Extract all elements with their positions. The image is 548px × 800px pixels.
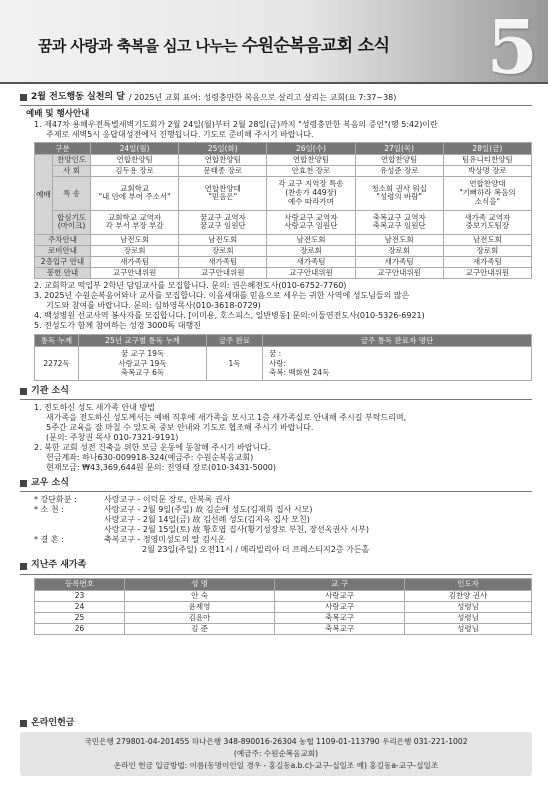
reading-week: 1독 bbox=[207, 346, 263, 380]
schedule-cell: 교회학교 교역자 각 부서 부장 부감 bbox=[91, 210, 179, 234]
schedule-cell: 사랑교구 교역자 사랑교구 임원단 bbox=[267, 210, 355, 234]
parish-line: 축복교구 6독 bbox=[120, 368, 165, 378]
church-news-title: 수원순복음교회 소식 bbox=[241, 36, 390, 56]
names-line: 축복: 백화현 24독 bbox=[269, 368, 330, 378]
member-news-key: * 소 천 : bbox=[34, 505, 64, 515]
table-cell: 축복교구 bbox=[275, 612, 405, 623]
table-cell: 김찬양 권사 bbox=[405, 590, 532, 601]
schedule-cell: 장로회 bbox=[179, 245, 267, 256]
schedule-cell: 청소회 권사 워십 "성령의 바람" bbox=[355, 176, 443, 210]
member-news-value: 사랑교구 - 2월 15일(토) 故 황호엽 집사(황기성장로 부친, 장선옥권사 시부) bbox=[104, 525, 369, 535]
member-news-row bbox=[34, 545, 532, 555]
schedule-cell: 축복교구 교역자 축복교구 임원단 bbox=[355, 210, 443, 234]
row-label: 주차안내 bbox=[35, 234, 91, 245]
member-news-key bbox=[34, 525, 104, 535]
notice-item-4: 4. 백성병원 선교사역 봉사자를 모집합니다. [이미용, 호스피스, 일반병동] 문의:이둘연전도사(010-5326-6921) bbox=[34, 310, 425, 320]
table-cell: 김윤아 bbox=[125, 612, 275, 623]
schedule-row-entrance bbox=[35, 256, 532, 267]
bulletin-body bbox=[20, 92, 532, 640]
table-row bbox=[35, 623, 532, 634]
square-bullet-icon bbox=[20, 388, 27, 395]
new-family-header: 등록번호 bbox=[35, 578, 125, 590]
schedule-cell: 장로회 bbox=[443, 245, 531, 256]
divider bbox=[20, 105, 532, 106]
section-motto: / 2025년 교회 표어: 성령충만한 복음으로 살리고 살리는 교회(요 7:37~38) bbox=[128, 92, 397, 102]
reading-header: 통독 누계 bbox=[35, 334, 79, 346]
institution-item-1-line: 5주간 교육을 잘 마칠 수 있도록 중보 안내와 기도로 협조해 주시기 바랍니다. bbox=[46, 423, 314, 433]
square-bullet-icon bbox=[20, 720, 27, 727]
schedule-row-offering bbox=[35, 267, 532, 278]
table-cell: 성령님 bbox=[405, 612, 532, 623]
new-family-header-row bbox=[35, 578, 532, 590]
institution-item-2-line: 헌금계좌: 하나630-009918-324(예금주: 수원순복음교회) bbox=[46, 453, 254, 463]
notice-item-3: 3. 2025년 수원순복음어와나 교사를 모집합니다. 이음세대를 믿음으로 세우는 귀한 사역에 성도님들의 많은 bbox=[34, 290, 410, 300]
schedule-cell: 새가족팀 bbox=[267, 256, 355, 267]
reading-total: 2272독 bbox=[35, 346, 79, 380]
row-label: 로비안내 bbox=[35, 245, 91, 256]
schedule-cell: 박상명 장로 bbox=[443, 165, 531, 176]
table-cell: 성령님 bbox=[405, 601, 532, 612]
schedule-row-choir bbox=[35, 154, 532, 165]
header-banner bbox=[0, 0, 548, 91]
table-row bbox=[35, 590, 532, 601]
schedule-row-prayer bbox=[35, 210, 532, 234]
schedule-cell: 유성준 장로 bbox=[355, 165, 443, 176]
schedule-cell: 교회학교 "내 안에 부어 주소서" bbox=[91, 176, 179, 210]
table-row bbox=[35, 612, 532, 623]
notice-item-5: 5. 전성도가 함께 참여하는 성경 3000독 대행진 bbox=[34, 320, 201, 330]
row-label: 봉헌 안내 bbox=[35, 267, 91, 278]
member-news-key bbox=[34, 515, 104, 525]
section-evangelism bbox=[20, 92, 532, 381]
schedule-row-lobby bbox=[35, 245, 532, 256]
section-online-offering bbox=[20, 718, 532, 776]
schedule-cell: 각 교구 지역장 특송 (찬송가 449장) 예수 따라가며 bbox=[267, 176, 355, 210]
reading-parish bbox=[79, 346, 207, 380]
schedule-cell: 교구안내위원 bbox=[443, 267, 531, 278]
member-news-value: 축복교구 - 정영미성도의 딸 김시온 bbox=[104, 535, 226, 545]
member-news-row bbox=[34, 495, 532, 505]
schedule-cell: 새가족팀 bbox=[179, 256, 267, 267]
schedule-cell: 교구안내위원 bbox=[267, 267, 355, 278]
table-cell: 사랑교구 bbox=[275, 590, 405, 601]
schedule-cell: 연합찬양팀 bbox=[355, 154, 443, 165]
schedule-cell: 새가족팀 bbox=[443, 256, 531, 267]
schedule-day: 28일(금) bbox=[443, 142, 531, 154]
schedule-col-label: 구분 bbox=[35, 142, 91, 154]
divider bbox=[20, 399, 532, 400]
parish-line: 사랑교구 19독 bbox=[118, 358, 167, 368]
page-title bbox=[38, 36, 389, 57]
reading-header: 금주 통독 완료자 명단 bbox=[263, 334, 532, 346]
institution-item-1-line: (문의: 주창권 목사 010-7321-9191) bbox=[46, 433, 179, 443]
schedule-day: 24일(월) bbox=[91, 142, 179, 154]
notice-item-2: 2. 교회학교 떡입부 2학년 담임교사를 모집합니다. 문의: 권은혜전도사(010-6752-7760) bbox=[34, 280, 347, 290]
reading-header: 금주 완료 bbox=[207, 334, 263, 346]
notice-item-1: 1. 제47차 용해우전특별새벽기도회가 2월 24일(월)부터 2월 28일(금)까지 "성령충만한 복음의 증인"(행 5:42)이란 bbox=[34, 119, 438, 129]
section-title: 2월 전도행동 실천의 달 bbox=[31, 92, 125, 102]
schedule-cell: 교구안내위원 bbox=[179, 267, 267, 278]
schedule-header-row bbox=[35, 142, 532, 154]
square-bullet-icon bbox=[20, 94, 27, 101]
schedule-cell: 장로회 bbox=[355, 245, 443, 256]
subsection-title: 예배 및 행사안내 bbox=[26, 109, 90, 120]
institution-item-2: 2. 북한 교회 성전 건축을 위한 모금 운동에 동참해 주시기 바랍니다. bbox=[34, 443, 271, 453]
row-label: 찬양인도 bbox=[53, 154, 91, 165]
table-cell: 축복교구 bbox=[275, 623, 405, 634]
section-title: 교우 소식 bbox=[31, 478, 69, 489]
schedule-cell: 연합찬양팀 bbox=[267, 154, 355, 165]
section-header bbox=[20, 560, 532, 571]
schedule-cell: 꿈교구 교역자 꿈교구 임원단 bbox=[179, 210, 267, 234]
bank-accounts: 국민은행 279801-04-201455 하나은행 348-890016-26304 농협 1109-01-113790 우리은행 031-221-1002 bbox=[84, 737, 468, 747]
section-title: 지난주 새가족 bbox=[31, 560, 87, 571]
names-line: 꿈 : bbox=[269, 349, 282, 359]
schedule-cell: 연합찬양대 "기뻐하라 복음의 소식을" bbox=[443, 176, 531, 210]
table-cell: 25 bbox=[35, 612, 125, 623]
slogan: 꿈과 사랑과 축복을 심고 나누는 bbox=[38, 37, 238, 55]
square-bullet-icon bbox=[20, 563, 27, 570]
member-news-key: * 강단화분 : bbox=[34, 495, 77, 505]
issue-number: 5 bbox=[486, 5, 538, 91]
schedule-cell: 장로회 bbox=[267, 245, 355, 256]
section-institution bbox=[20, 386, 532, 473]
row-label: 합심기도 (마이크) bbox=[53, 210, 91, 234]
section-header bbox=[20, 718, 532, 729]
names-line: 사랑: bbox=[269, 358, 287, 368]
account-holder: (예금주: 수원순복음교회) bbox=[233, 749, 319, 759]
schedule-cell: 연합찬양팀 bbox=[91, 154, 179, 165]
row-label: 특 송 bbox=[53, 176, 91, 210]
parish-line: 꿈 교구 19독 bbox=[120, 349, 165, 359]
member-news-value: 사랑교구 - 이덕문 장로, 안복록 권사 bbox=[104, 495, 231, 505]
row-label: 사 회 bbox=[53, 165, 91, 176]
member-news-value: 사랑교구 - 2월 14일(금) 故 김선례 성도(김지옥 집사 모친) bbox=[104, 515, 310, 525]
notice-item-3-cont: 기도와 참여를 바랍니다. 문의: 심하영목사(010-3618-0729) bbox=[46, 300, 261, 310]
schedule-cell: 김두용 장로 bbox=[91, 165, 179, 176]
table-cell: 23 bbox=[35, 590, 125, 601]
table-cell: 24 bbox=[35, 601, 125, 612]
new-family-header: 교 구 bbox=[275, 578, 405, 590]
schedule-row-parking bbox=[35, 234, 532, 245]
section-title: 기관 소식 bbox=[31, 385, 69, 396]
table-cell: 사랑교구 bbox=[275, 601, 405, 612]
schedule-cell: 교구안내위원 bbox=[355, 267, 443, 278]
new-family-header: 성 명 bbox=[125, 578, 275, 590]
member-news-value: 2월 23일(주일) 오전11시 / 메리빌리아 더 프레스티지2층 가든홀 bbox=[142, 545, 370, 555]
schedule-cell: 새가족팀 bbox=[355, 256, 443, 267]
schedule-row-special bbox=[35, 176, 532, 210]
section-new-family bbox=[20, 560, 532, 634]
schedule-cell: 교구안내위원 bbox=[91, 267, 179, 278]
schedule-cell: 연합찬양팀 bbox=[179, 154, 267, 165]
new-family-table bbox=[34, 578, 532, 635]
table-cell: 안 숙 bbox=[125, 590, 275, 601]
schedule-cell: 장로회 bbox=[91, 245, 179, 256]
table-cell: 윤제영 bbox=[125, 601, 275, 612]
member-news-key: * 결 혼 : bbox=[34, 535, 64, 545]
member-news-row bbox=[34, 515, 532, 525]
member-news-key bbox=[34, 545, 142, 555]
schedule-row-host bbox=[35, 165, 532, 176]
schedule-cell: 새가족팀 bbox=[91, 256, 179, 267]
schedule-cell: 남전도회 bbox=[179, 234, 267, 245]
section-title: 온라인헌금 bbox=[31, 718, 75, 728]
schedule-day: 26일(수) bbox=[267, 142, 355, 154]
table-cell: 26 bbox=[35, 623, 125, 634]
table-cell: 김 준 bbox=[125, 623, 275, 634]
deposit-method: 온라인 헌금 입금방법: 이름(동명이인일 경우 - 홍길동a.b.c)-교구-십일조 예) 홍길동a-교구-십일조 bbox=[113, 760, 439, 770]
schedule-cell: 남전도회 bbox=[91, 234, 179, 245]
section-header bbox=[20, 92, 532, 103]
table-cell: 성령님 bbox=[405, 623, 532, 634]
reading-header-row bbox=[35, 334, 532, 346]
schedule-cell: 새가족 교역자 중보기도팀장 bbox=[443, 210, 531, 234]
schedule-day: 27일(목) bbox=[355, 142, 443, 154]
section-header bbox=[20, 386, 532, 397]
schedule-cell: 팀유니티찬양팀 bbox=[443, 154, 531, 165]
divider bbox=[20, 574, 532, 575]
institution-item-1-line: 새가족을 전도하신 성도께서는 예배 직후에 새가족을 모시고 1층 새가족실로 안내해 주시길 부탁드리며, bbox=[46, 413, 407, 423]
schedule-group-label: 예배 bbox=[35, 154, 53, 234]
member-news-row bbox=[34, 525, 532, 535]
new-family-header: 인도자 bbox=[405, 578, 532, 590]
section-members bbox=[20, 478, 532, 555]
schedule-cell: 남전도회 bbox=[267, 234, 355, 245]
schedule-cell: 문태종 장로 bbox=[179, 165, 267, 176]
schedule-cell: 연합찬양대 "믿음은" bbox=[179, 176, 267, 210]
bible-reading-table bbox=[34, 334, 532, 381]
reading-row bbox=[35, 346, 532, 380]
prayer-schedule-table bbox=[34, 142, 532, 279]
member-news-row bbox=[34, 535, 532, 545]
institution-item-2-line: 현재모금: ₩43,369,644원 문의: 진영태 장로(010-3431-5000) bbox=[46, 463, 277, 473]
reading-header: 25년 교구별 통독 누계 bbox=[79, 334, 207, 346]
table-row bbox=[35, 601, 532, 612]
schedule-cell: 남전도회 bbox=[443, 234, 531, 245]
divider bbox=[20, 491, 532, 492]
schedule-cell: 남전도회 bbox=[355, 234, 443, 245]
member-news-row bbox=[34, 505, 532, 515]
institution-item-1: 1. 전도하신 성도 새가족 안내 방법 bbox=[34, 403, 155, 413]
reading-names bbox=[263, 346, 532, 380]
member-news-value: 사랑교구 - 2월 9일(주일) 故 김순애 성도(김재희 집사 시모) bbox=[104, 505, 313, 515]
notice-item-1-cont: 주제로 새벽5시 응답대성전에서 진행됩니다. 기도로 준비해 주시기 바랍니다. bbox=[46, 129, 314, 139]
row-label: 2층입구 안내 bbox=[35, 256, 91, 267]
section-header bbox=[20, 478, 532, 489]
square-bullet-icon bbox=[20, 480, 27, 487]
offering-box bbox=[20, 732, 532, 775]
schedule-cell: 안효천 장로 bbox=[267, 165, 355, 176]
schedule-day: 25일(화) bbox=[179, 142, 267, 154]
